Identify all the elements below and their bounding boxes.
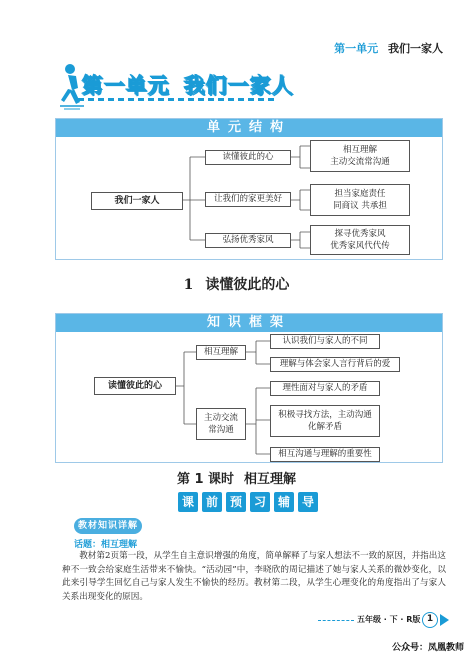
lesson-name: 读懂彼此的心 — [205, 277, 290, 293]
knowledge-framework-heading: 知识框架 — [206, 315, 291, 330]
period-title — [0, 468, 473, 487]
structure-root-label: 我们一家人 — [114, 196, 160, 206]
leaf-3-line-1: 探寻优秀家风 — [334, 229, 386, 239]
knowledge-leaf-3 — [270, 381, 380, 396]
knowledge-leaf-4-line-1: 积极寻找方法，主动沟通 — [278, 410, 372, 420]
watermark-text: 公众号：凤凰教师 — [392, 643, 465, 653]
footer-dashed-line — [318, 620, 354, 621]
knowledge-branch-1-label: 相互理解 — [203, 347, 238, 357]
leaf-2-line-1: 担当家庭责任 — [334, 189, 386, 199]
section-paragraph: 教材第2页第一段，从学生自主意识增强的角度，简单解释了与家人想法不一致的原因，并指出这种不一致会给家庭生活带来不愉快。“活动园”中，李晓欣的周记描述了她与家人关系的微妙变化，以此来引导学生回忆自己与家人发生不愉快的经历。教材第二段，从学生心理变化的角度指出了与家人关系出现变化的原因。 — [62, 551, 446, 602]
knowledge-leaf-1-label: 认识我们与家人的不同 — [282, 336, 368, 346]
knowledge-leaf-2-label: 理解与体会家人言行背后的爱 — [279, 359, 391, 369]
knowledge-leaf-4-line-2: 化解矛盾 — [307, 422, 342, 432]
leaf-1-line-1: 相互理解 — [342, 145, 377, 155]
arrow-right-icon — [440, 614, 449, 626]
leaf-3-line-2: 优秀家风代代传 — [330, 241, 390, 251]
knowledge-branch-2-line-1: 主动交流 — [203, 413, 238, 423]
leaf-2-line-2: 同商议 共承担 — [333, 201, 387, 211]
pre-class-guide-heading — [178, 492, 318, 512]
header-unit: 第一单元 — [334, 42, 379, 55]
banner-title: 我们一家人 — [184, 74, 294, 98]
guide-char-6: 导 — [298, 492, 318, 512]
knowledge-leaf-1 — [270, 334, 380, 349]
guide-char-5: 辅 — [274, 492, 294, 512]
section-tag: 教材知识详解 — [74, 518, 142, 534]
knowledge-leaf-4 — [270, 405, 380, 437]
header-title: 我们一家人 — [388, 42, 443, 55]
knowledge-branch-2 — [196, 408, 246, 440]
knowledge-root-node — [94, 377, 176, 395]
knowledge-leaf-5-label: 相互沟通与理解的重要性 — [278, 449, 372, 459]
lesson-number: 1 — [183, 277, 194, 293]
knowledge-leaf-3-label: 理性面对与家人的矛盾 — [282, 383, 368, 393]
section-topic: 话题：相互理解 — [74, 540, 138, 550]
structure-branch-1-label: 读懂彼此的心 — [222, 152, 274, 162]
knowledge-branch-1 — [196, 345, 246, 360]
banner-unit: 第一单元 — [82, 74, 170, 98]
footer-grade: 五年级 · 下 · R版 — [357, 615, 421, 624]
structure-branch-2-label: 让我们的家更美好 — [213, 194, 282, 204]
knowledge-root-label: 读懂彼此的心 — [107, 381, 162, 391]
guide-char-2: 前 — [202, 492, 222, 512]
period-name: 相互理解 — [244, 472, 297, 487]
guide-char-1: 课 — [178, 492, 198, 512]
knowledge-leaf-5 — [270, 447, 380, 462]
guide-char-4: 习 — [250, 492, 270, 512]
leaf-1-line-2: 主动交流常沟通 — [330, 157, 390, 167]
guide-char-3: 预 — [226, 492, 246, 512]
knowledge-leaf-2 — [270, 357, 400, 372]
knowledge-branch-2-line-2: 常沟通 — [208, 425, 234, 435]
unit-structure-heading: 单元结构 — [206, 120, 291, 135]
structure-branch-3-label: 弘扬优秀家风 — [222, 235, 274, 245]
period-label: 第 1 课时 — [176, 472, 235, 487]
page-number: 1 — [422, 612, 438, 628]
